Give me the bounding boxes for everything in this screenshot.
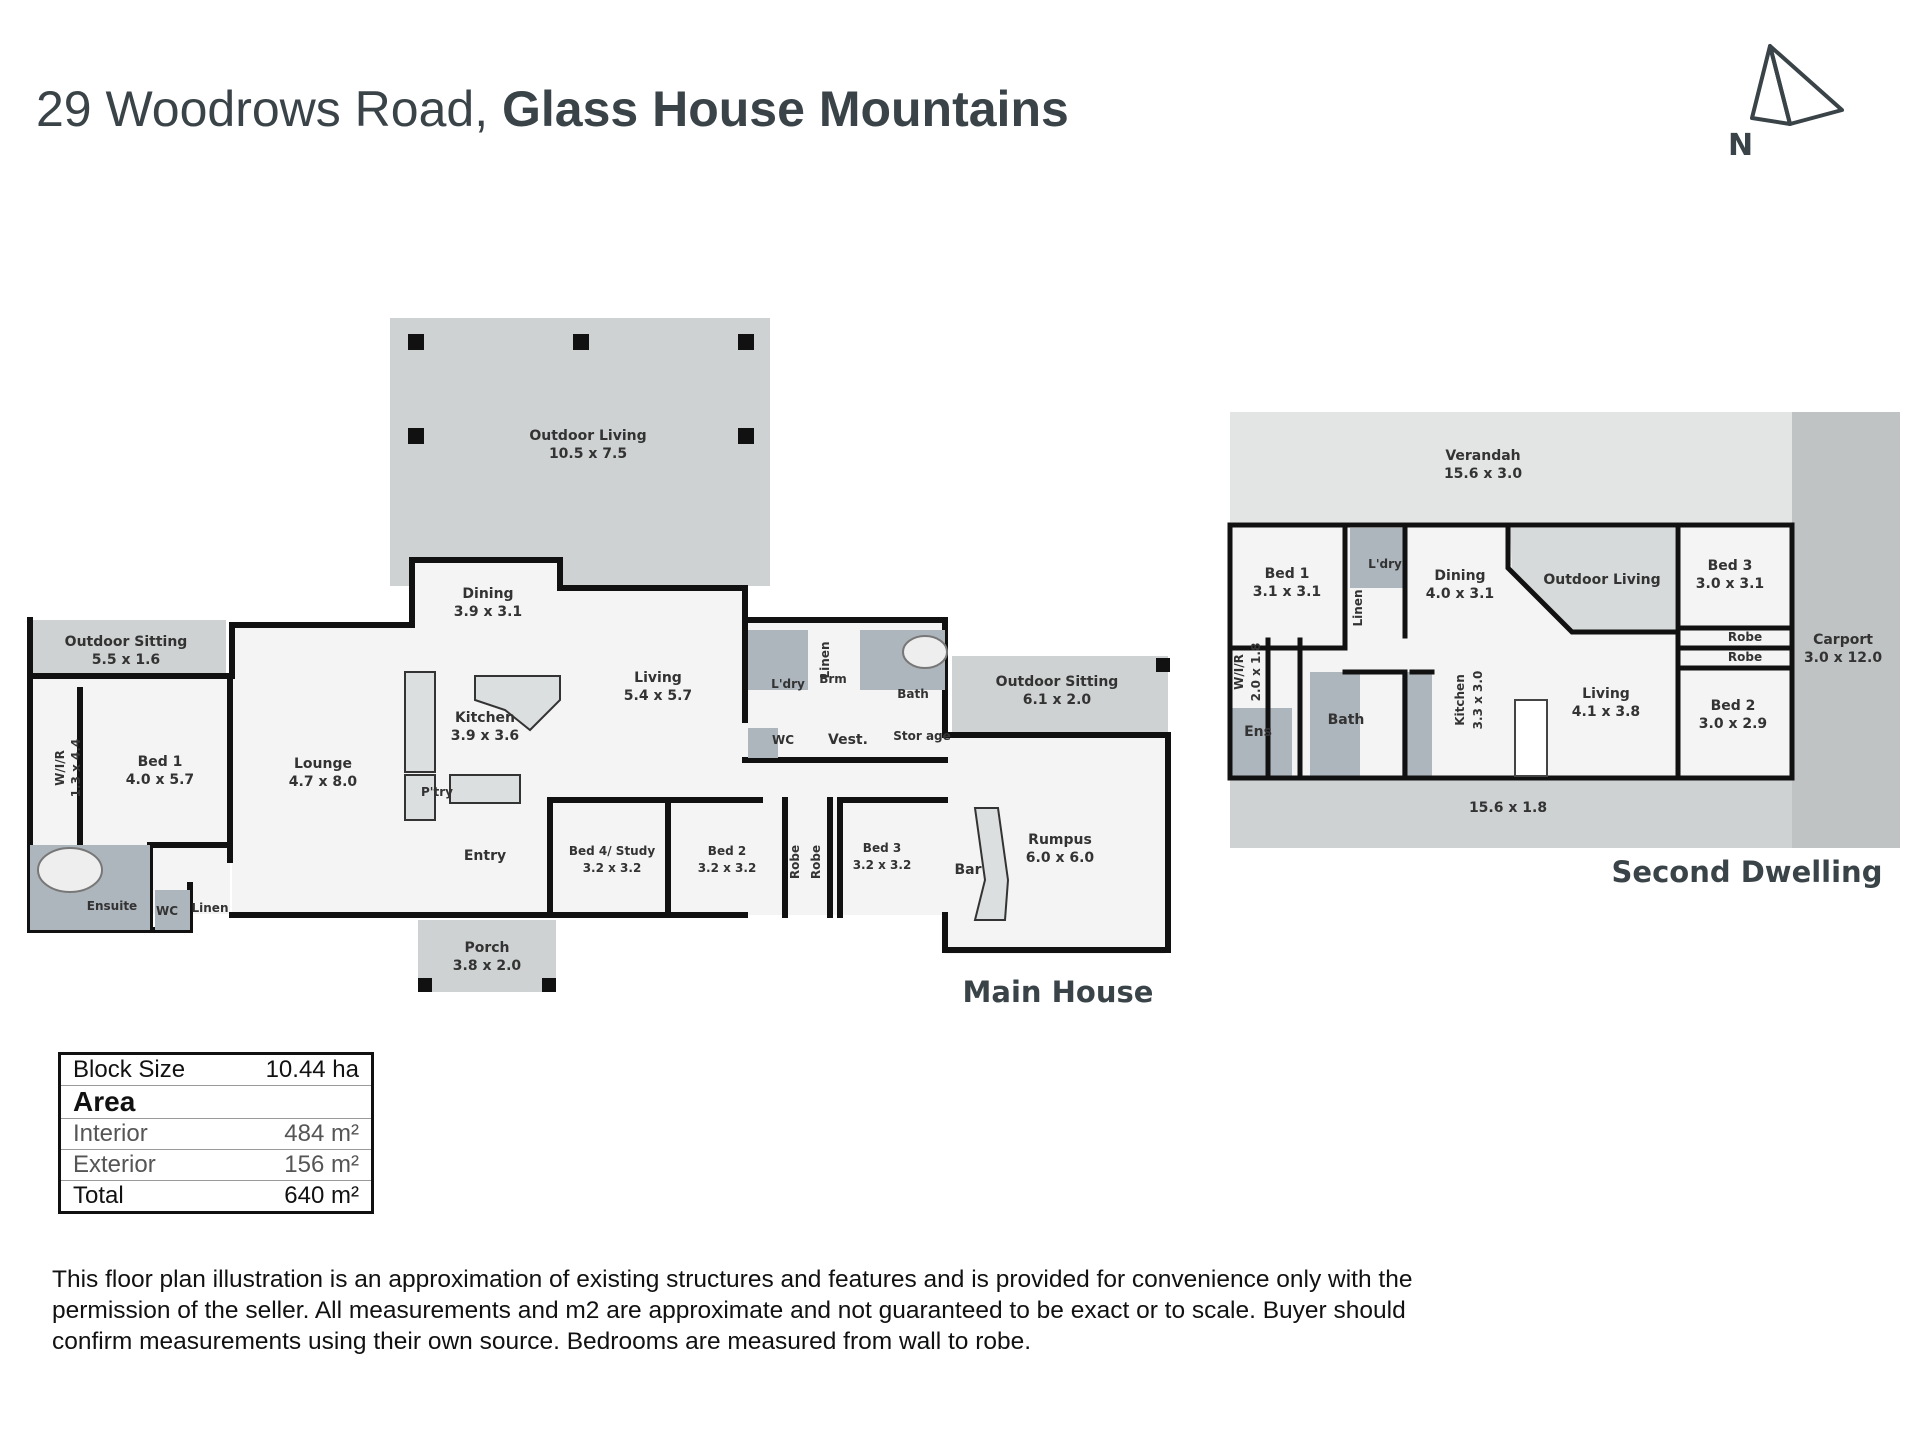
outdoor-sitting-left-name: Outdoor Sitting (64, 634, 188, 650)
sd-kitchen-name: Kitchen (1453, 674, 1467, 726)
bar-name: Bar (954, 862, 982, 878)
bed3-name: Bed 3 (862, 841, 902, 855)
disclaimer-text: This floor plan illustration is an approximation of existing structures and features and is provided for convenience only with the permission of the seller. All measurements and m2 are approximate and not guaranteed to be exact or to scale. Buyer should confirm measurements using their own source. Bedrooms are measured from wall to robe. (52, 1266, 1413, 1355)
robe-a-name: Robe (788, 844, 802, 880)
main-house-plan (28, 318, 1170, 992)
carport-area (1792, 412, 1900, 848)
bath-name: Bath (897, 687, 929, 701)
interior-value: 484 m² (227, 1119, 372, 1150)
outdoor-living-name: Outdoor Living (529, 428, 647, 444)
bed3-dim: 3.2 x 3.2 (852, 858, 912, 872)
exterior-value: 156 m² (227, 1150, 372, 1181)
main-house-caption: Main House (962, 975, 1154, 1009)
bed2-name: Bed 2 (707, 844, 747, 858)
sd-wir-dim: 2.0 x 1.8 (1249, 642, 1263, 702)
sd-dining-dim: 4.0 x 3.1 (1425, 586, 1495, 602)
outdoor-sitting-right-name: Outdoor Sitting (995, 674, 1119, 690)
linen-mid-name: Linen (818, 641, 832, 679)
sd-robe-b-name: Robe (1727, 650, 1763, 664)
sd-deck-dim: 15.6 x 1.8 (1468, 800, 1548, 816)
interior-label: Interior (60, 1119, 228, 1150)
main-wir-name: W/I/R (53, 750, 67, 786)
wc-left-name: WC (155, 904, 179, 918)
kitchen-dim: 3.9 x 3.6 (450, 728, 520, 744)
robe-b-name: Robe (809, 844, 823, 880)
area-heading: Area (60, 1086, 373, 1119)
sd-dining-name: Dining (1434, 568, 1486, 584)
carport-name: Carport (1813, 632, 1873, 648)
living-name: Living (634, 670, 682, 686)
lounge-dim: 4.7 x 8.0 (288, 774, 358, 790)
sd-ens-name: Ens (1244, 724, 1272, 740)
linen-left-name: Linen (191, 901, 229, 915)
porch-name: Porch (464, 940, 510, 956)
brm-name: Brm (819, 672, 847, 686)
carport-dim: 3.0 x 12.0 (1803, 650, 1883, 666)
rumpus-name: Rumpus (1028, 832, 1092, 848)
sd-bed2-name: Bed 2 (1710, 698, 1756, 714)
outdoor-living-dim: 10.5 x 7.5 (548, 446, 628, 462)
title-suburb: Glass House Mountains (502, 81, 1069, 137)
block-size-label: Block Size (60, 1054, 228, 1086)
main-wir-dim: 1.3 x 4.4 (69, 738, 83, 798)
second-dwelling-caption: Second Dwelling (1611, 855, 1883, 889)
vest-name: Vest. (828, 732, 868, 748)
living-dim: 5.4 x 5.7 (623, 688, 693, 704)
second-kitchen-bench (1515, 700, 1547, 776)
block-size-value: 10.44 ha (227, 1054, 372, 1086)
total-label: Total (73, 1182, 124, 1209)
total-value: 640 m² (284, 1182, 359, 1209)
bed1-name: Bed 1 (137, 754, 183, 770)
outdoor-sitting-right-dim: 6.1 x 2.0 (1022, 692, 1092, 708)
outdoor-sitting-left-dim: 5.5 x 1.6 (91, 652, 161, 668)
bed2-dim: 3.2 x 3.2 (697, 861, 757, 875)
bed1-dim: 4.0 x 5.7 (125, 772, 195, 788)
storage-name: Stor age (893, 729, 951, 743)
pantry-name: P'try (421, 785, 453, 799)
second-dwelling-plan (1230, 412, 1900, 848)
lounge-name: Lounge (294, 756, 352, 772)
porch-dim: 3.8 x 2.0 (452, 958, 522, 974)
sd-bed3-name: Bed 3 (1707, 558, 1753, 574)
verandah-name: Verandah (1445, 448, 1521, 464)
sd-wir-name: W/I/R (1232, 654, 1246, 690)
title-street: 29 Woodrows Road, (36, 81, 489, 137)
sd-laundry-name: L'dry (1368, 557, 1402, 571)
north-label: N (1728, 128, 1754, 163)
porch-area (418, 920, 556, 992)
ensuite-name: Ensuite (86, 899, 138, 913)
sd-robe-a-name: Robe (1727, 630, 1763, 644)
kitchen-name: Kitchen (454, 710, 516, 726)
dining-name: Dining (462, 586, 514, 602)
exterior-label: Exterior (60, 1150, 228, 1181)
sd-kitchen-dim: 3.3 x 3.0 (1471, 670, 1485, 730)
laundry-name: L'dry (771, 677, 805, 691)
entry-name: Entry (463, 848, 507, 864)
sd-bed3-dim: 3.0 x 3.1 (1695, 576, 1765, 592)
sd-living-dim: 4.1 x 3.8 (1571, 704, 1641, 720)
sd-linen-name: Linen (1351, 589, 1365, 627)
sd-bed1-name: Bed 1 (1264, 566, 1310, 582)
rumpus-dim: 6.0 x 6.0 (1025, 850, 1095, 866)
bed4-dim: 3.2 x 3.2 (582, 861, 642, 875)
sd-living-name: Living (1582, 686, 1630, 702)
verandah-dim: 15.6 x 3.0 (1443, 466, 1523, 482)
sd-bed1-dim: 3.1 x 3.1 (1252, 584, 1322, 600)
area-table (58, 1052, 374, 1214)
wc-mid-name: WC (771, 733, 795, 747)
dining-dim: 3.9 x 3.1 (453, 604, 523, 620)
sd-bath-name: Bath (1327, 712, 1365, 728)
sd-bed2-dim: 3.0 x 2.9 (1698, 716, 1768, 732)
sd-outdoor-living-name: Outdoor Living (1543, 572, 1661, 588)
bed4-name: Bed 4/ Study (568, 844, 656, 858)
